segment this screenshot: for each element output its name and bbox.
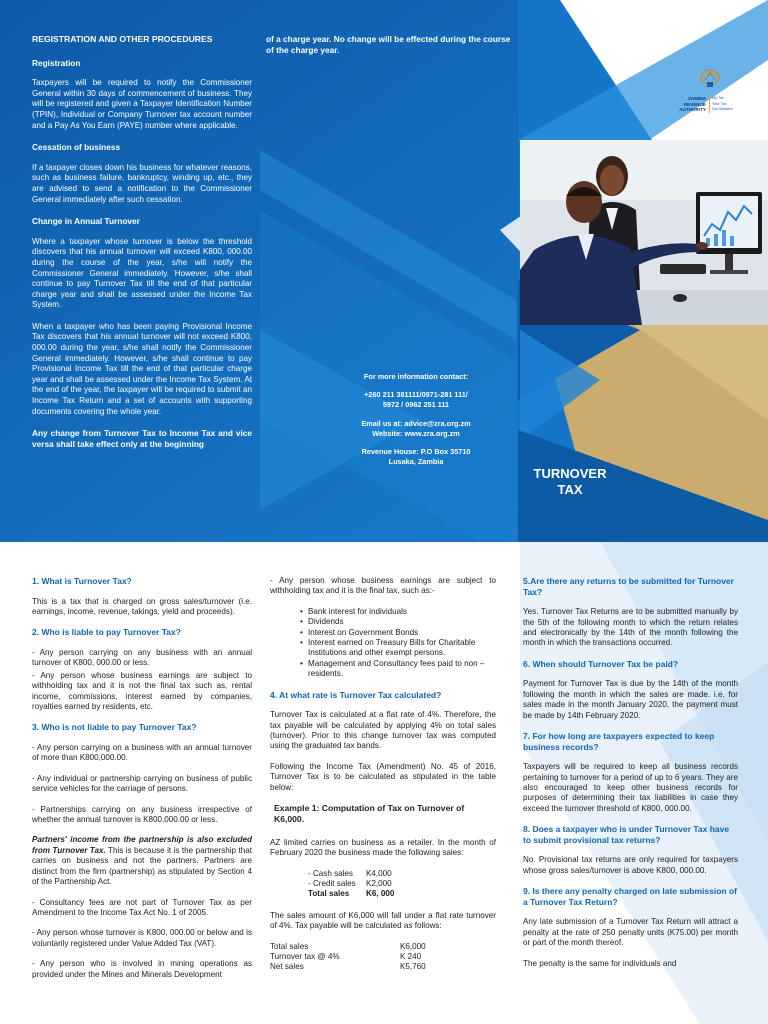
- table-row: Net sales K5,760: [270, 961, 426, 971]
- office-workers-photo: [520, 140, 768, 325]
- logo-tagline: My Tax Your Tax Our Borders: [709, 96, 745, 113]
- list-item: • Dividends: [300, 617, 496, 627]
- title-line-2: TAX: [557, 482, 583, 497]
- address-line-2: Lusaka, Zambia: [388, 457, 444, 467]
- q3-heading: 3. Who is not liable to pay Turnover Tax?: [32, 722, 197, 733]
- contact-heading: For more information contact:: [363, 372, 469, 381]
- cessation-text: If a taxpayer closes down his business for whatever reasons, such as business failure, bankruptcy, winding up, etc., they are advised to send a notification to the Commissioner General immediately after such cessation.: [32, 162, 252, 204]
- registration-text: Taxpayers will be required to notify the Commissioner General within 30 days of commencement of business. They will be registered and given a Taxpayer Identification Number (TPIN), Individual or Company Turnover tax account number and a Pay As You Earn (PAYE) number where applicable.: [32, 78, 252, 130]
- q6-heading: 6. When should Turnover Tax be paid?: [523, 658, 679, 669]
- q9-text: Any late submission of a Turnover Tax Return will attract a penalty at the rate of 250 penalty units (K75.00) per month or part of the month thereof.: [523, 917, 738, 948]
- phone-line-2: 5972 / 0962 251 111: [382, 400, 450, 410]
- partners-bold: Partners' income from the partnership is also excluded from Turnover Tax.: [32, 835, 252, 855]
- procedures-heading: REGISTRATION AND OTHER PROCEDURES: [32, 34, 213, 44]
- example-text-2: The sales amount of K6,000 will fall under a flat rate turnover of 4%. Tax payable will be calculated as follows:: [270, 910, 496, 931]
- brochure-inside: [0, 542, 768, 1024]
- q3-text-5: - Any person whose turnover is K800, 000.00 or below and is voluntarily registered under Value Added Tax (VAT).: [32, 928, 252, 948]
- list-item: • Interest on Government Bonds: [300, 628, 496, 638]
- q9-heading: 9. Is there any penalty charged on late submission of a Turnover Tax Return?: [523, 886, 737, 907]
- q2-text-2: - Any person whose business earnings are subject to withholding tax and it is not the final tax such as, rental income, commissions, interest earned by companies, royalties earned by residents, etc.: [32, 670, 252, 712]
- coat-of-arms-icon: [698, 68, 722, 90]
- table-row: Total sales K6,000: [270, 941, 426, 951]
- q1-text: This is a tax that is charged on gross sales/turnover (i.e. earnings, income, revenue, takings, yield and proceeds).: [32, 596, 252, 616]
- contact-address: [300, 447, 532, 467]
- q4-text-2: Following the Income Tax (Amendment) No. 45 of 2016, Turnover Tax is to be calculated as stipulated in the table below:: [270, 761, 496, 792]
- inside-column-3: [523, 576, 738, 979]
- contact-online: [300, 419, 532, 439]
- q4-heading: 4. At what rate is Turnover Tax calculated?: [270, 689, 442, 700]
- final-tax-intro: - Any person whose business earnings are subject to withholding tax and it is the final tax, such as:-: [270, 576, 496, 596]
- q2-text-1: - Any person carrying on any business with an annual turnover of K800, 000.00 or less.: [32, 648, 252, 668]
- example-title: Example 1: Computation of Tax on Turnover of K6,000.: [274, 803, 465, 824]
- q5-heading: 5.Are there any returns to be submitted for Turnover Tax?: [523, 576, 734, 597]
- q2-heading: 2. Who is liable to pay Turnover Tax?: [32, 627, 181, 638]
- q3-text-3: - Partnerships carrying on any business irrespective of whether the annual turnover is K800,000.00 or less.: [32, 804, 252, 825]
- change-text-3: Any change from Turnover Tax to Income Tax and vice versa shall take effect only at the beginning: [32, 428, 252, 449]
- q1-heading: 1. What is Turnover Tax?: [32, 576, 132, 586]
- contact-phones: [300, 390, 532, 410]
- title-line-1: TURNOVER: [533, 466, 607, 481]
- q7-heading: 7. For how long are taxpayers expected to keep business records?: [523, 731, 715, 752]
- sales-table: [308, 869, 394, 899]
- table-row: Turnover tax @ 4% K 240: [270, 951, 422, 961]
- table-row: Total sales K6, 000: [308, 888, 395, 898]
- change-text-2: When a taxpayer who has been paying Provisional Income Tax discovers that his annual turnover will not exceed K800, 000.00 during the year, s/he shall notify the Commissioner General immediately. However, s/he shall continue to pay Provisional Income Tax till the end of that particular charge year and shall be assessed under the Income Tax System. At the end of the year, the taxpayer will be required to submit an Income Tax Return and a set of accounts with supporting documents covering the whole year.: [32, 321, 252, 416]
- inside-column-1: [32, 576, 252, 990]
- table-row: - Credit sales K2,000: [308, 878, 392, 888]
- inside-column-2: [270, 576, 496, 972]
- logo-left-text: ZAMBIA REVENUE AUTHORITY: [679, 96, 706, 113]
- outside-column-procedures: [32, 34, 252, 460]
- registration-title: Registration: [32, 57, 81, 68]
- partners-paragraph: [32, 835, 252, 887]
- brochure-title: [520, 466, 620, 498]
- charge-year-continuation: of a charge year. No change will be effected during the course of the charge year.: [266, 34, 511, 55]
- final-tax-list: [300, 607, 496, 680]
- contact-website[interactable]: Website: www.zra.org.zm: [372, 428, 460, 438]
- q4-text-1: Turnover Tax is calculated at a flat rate of 4%. Therefore, the tax payable will be calculated by applying 4% on total sales (turnover). Prior to this change turnover tax was computed using the graduated tax bands.: [270, 710, 496, 751]
- q3-text-6: - Any person who is involved in mining operations as provided under the Mines and Minerals Development: [32, 959, 252, 979]
- cessation-title: Cessation of business: [32, 142, 121, 153]
- partners-text: This is because it is the partnership that carries on business and not the partners. Partners are distinct from the firm (partnership) as stipulated by Section 4 of the Partnership Act.: [32, 845, 253, 887]
- contact-email[interactable]: Email us at: advice@zra.org.zm: [361, 418, 471, 428]
- q3-text-1: - Any person carrying on a business with an annual turnover of more than K800,000.00.: [32, 743, 252, 763]
- q3-text-4: - Consultancy fees are not part of Turnover Tax as per Amendment to the Income Tax Act No. 1 of 2005.: [32, 897, 252, 917]
- table-row: - Cash sales K4,000: [308, 868, 392, 878]
- tax-table: [270, 942, 426, 972]
- address-line-1: Revenue House: P.O Box 35710: [361, 447, 471, 457]
- q6-text: Payment for Turnover Tax is due by the 14th of the month following the month in which the sales are made. i.e. for sales made in the month January 2020, the payment must be made by 14th February 2020.: [523, 679, 738, 720]
- change-text-1: Where a taxpayer whose turnover is below the threshold discovers that his annual turnover will exceed K800, 000.00 during the course of the year, s/he will notify the Commissioner General immediately. However, s/he shall continue to pay Turnover Tax till the end of that particular charge year and shall be assessed under the Income Tax System.: [32, 236, 252, 310]
- list-item: • Interest earned on Treasury Bills for Charitable Institutions and other exempt persons.: [300, 638, 496, 659]
- contact-block: [300, 372, 532, 475]
- q9-text-2: The penalty is the same for individuals and: [523, 958, 677, 968]
- q8-heading: 8. Does a taxpayer who is under Turnover Tax have to submit provisional tax returns?: [523, 824, 730, 845]
- phone-line-1: +260 211 381111/0971-281 111/: [364, 390, 468, 400]
- list-item: • Bank interest for individuals: [300, 607, 496, 617]
- zra-logo: [676, 68, 746, 124]
- q5-text: Yes. Turnover Tax Returns are to be submitted manually by the 5th of the following month to which the return relates and electronically by the 14th of the month following the month in which the transactions occurred.: [523, 607, 738, 648]
- list-item: • Management and Consultancy fees paid to non – residents.: [300, 659, 496, 680]
- q3-text-2: - Any individual or partnership carrying on business of public service vehicles for the carriage of persons.: [32, 773, 252, 794]
- q8-text: No. Provisional tax returns are only required for taxpayers whose gross sales/turnover is above K800, 000.00.: [523, 855, 738, 875]
- change-title: Change in Annual Turnover: [32, 216, 140, 227]
- q7-text: Taxpayers will be required to keep all business records pertaining to turnover for a period of up to 6 years. They are also encouraged to keep other business records for purposes of determining their tax liabilities in case they exceed the turnover threshold of K800, 000.00.: [523, 762, 738, 813]
- example-text: AZ limited carries on business as a retailer. In the month of February 2020 the business made the following sales:: [270, 837, 496, 858]
